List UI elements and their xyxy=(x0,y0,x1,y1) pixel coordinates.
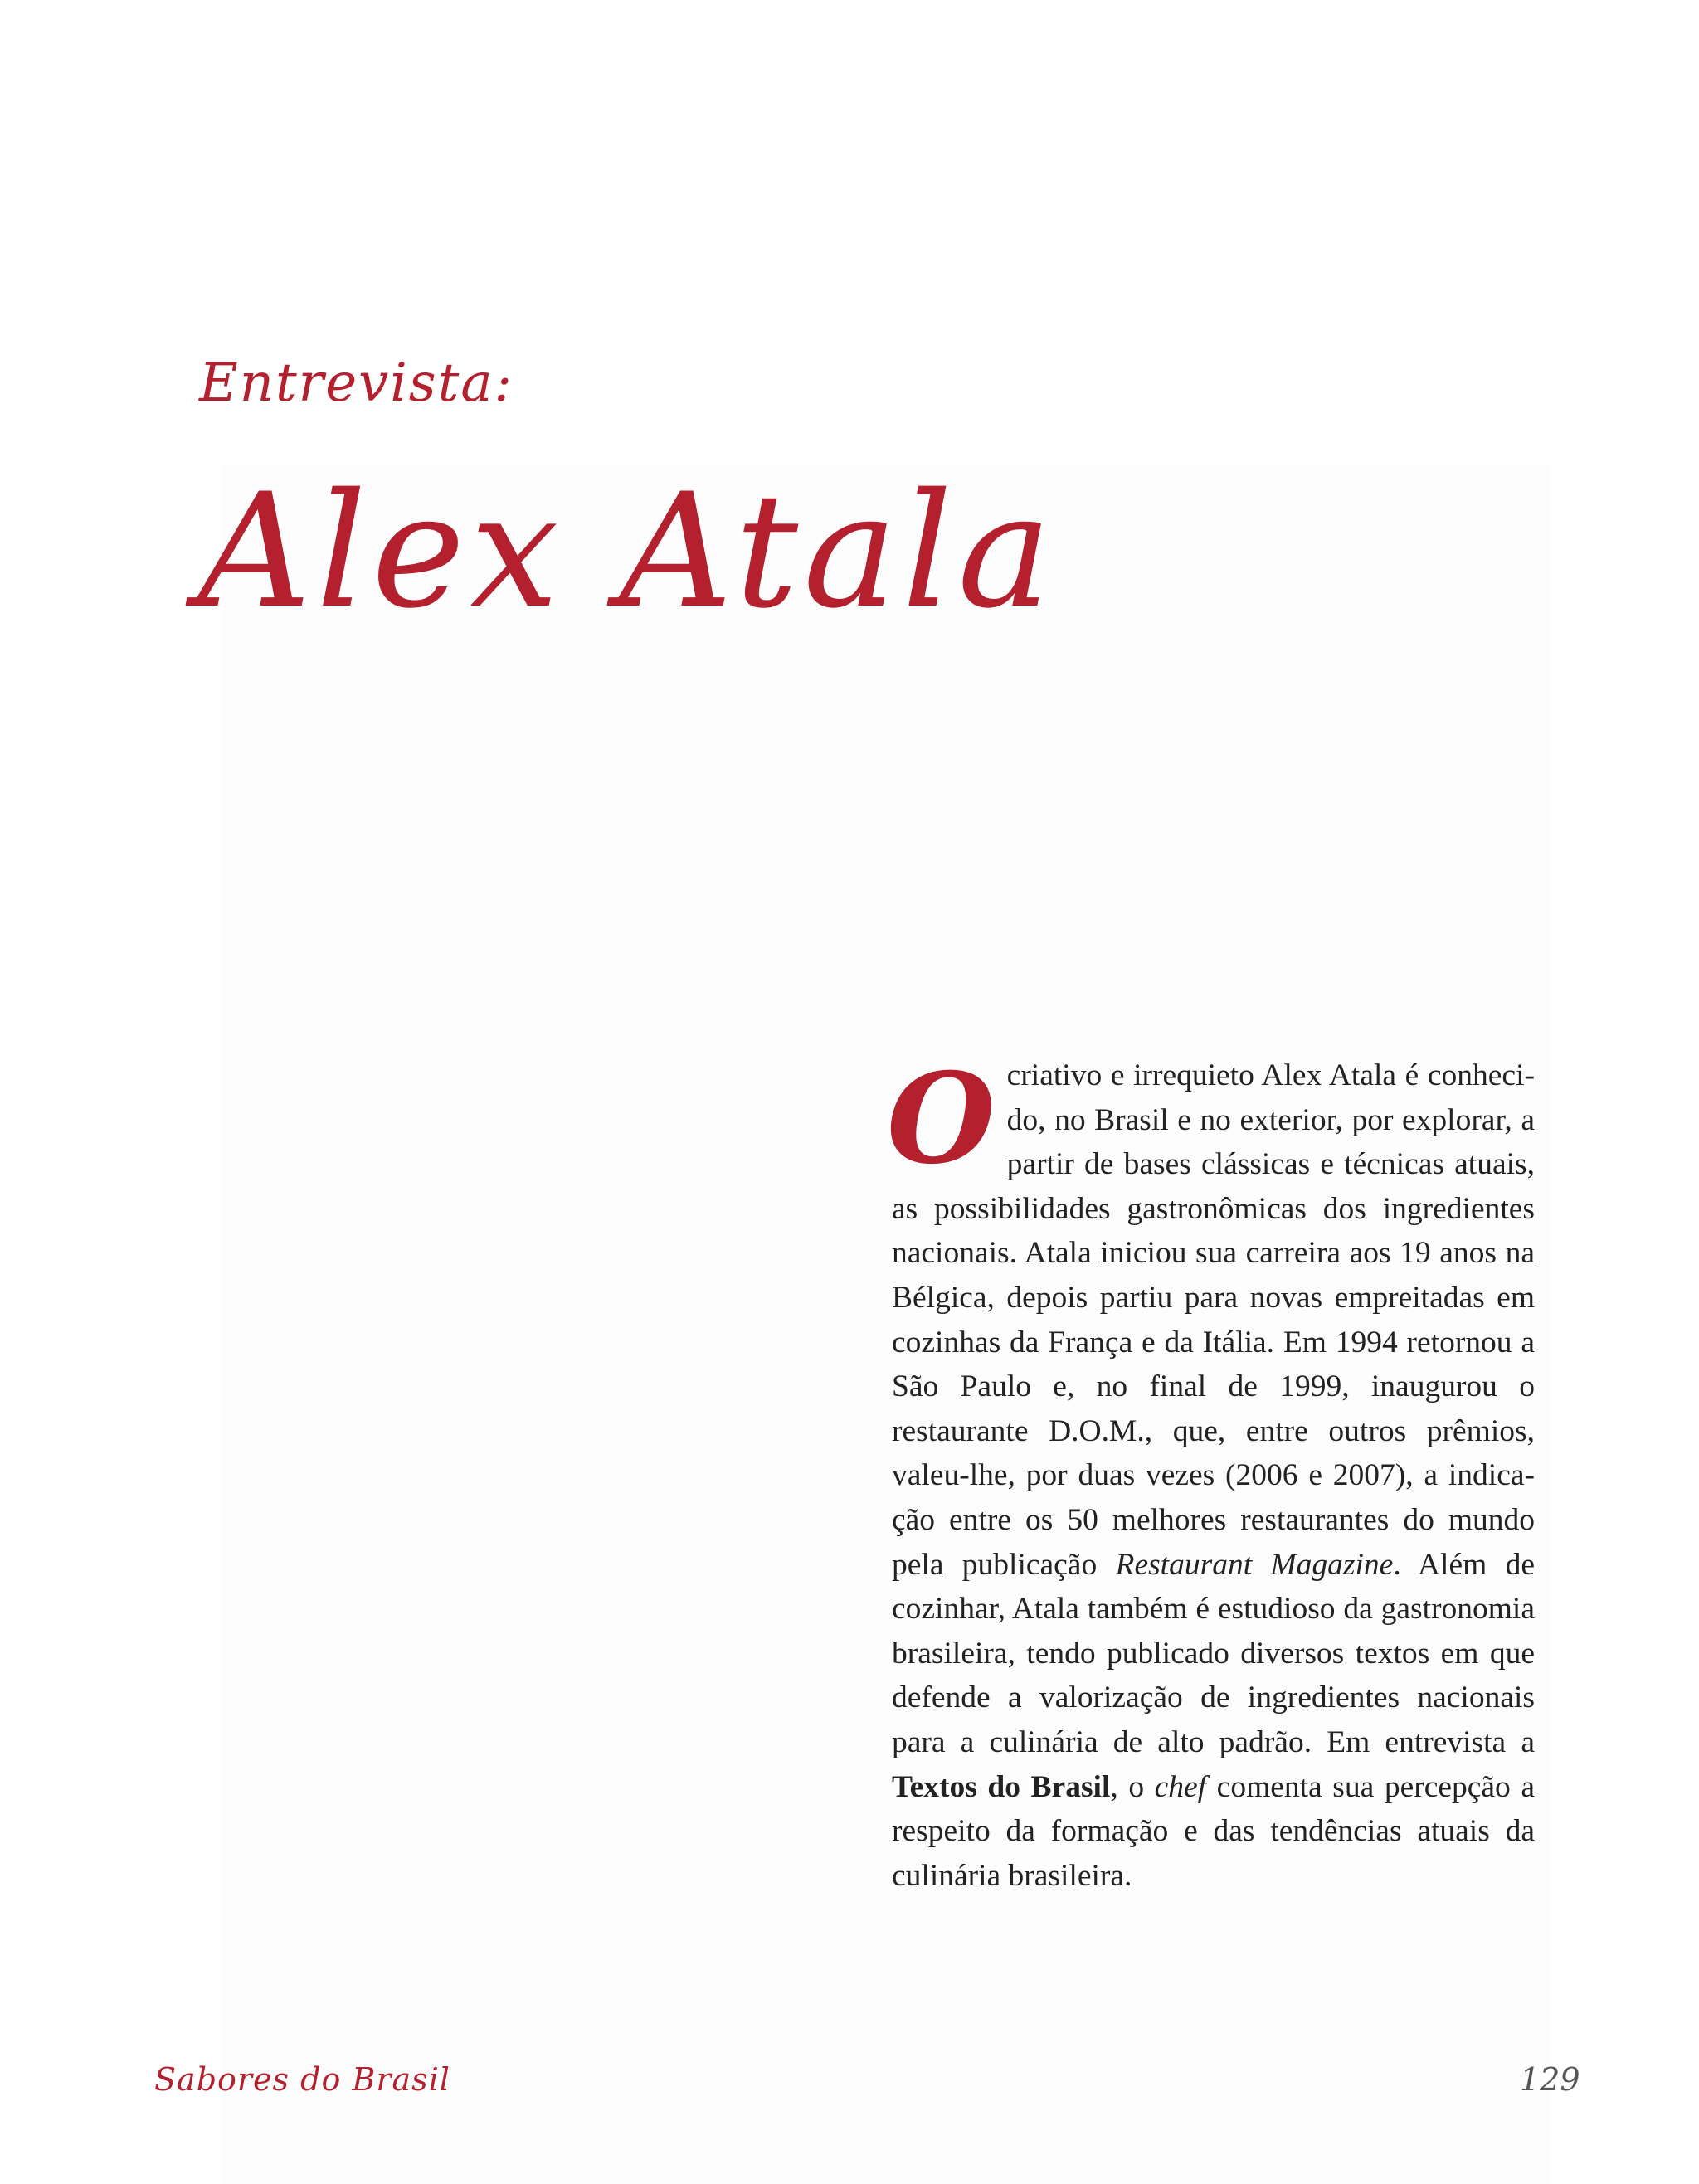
article-intro xyxy=(887,1046,1535,1898)
intro-text-part3: , o xyxy=(1110,1769,1155,1804)
article-title: Alex Atala xyxy=(197,460,1057,643)
intro-text-part2: . Além de cozinhar, Atala também é estudioso da gastronomia brasileira, tendo publicado diversos textos em que defende a valorização de ingredientes nacionais para a culinária de alto padrão. Em entrevista a xyxy=(892,1547,1535,1759)
article-kicker: Entrevista: xyxy=(199,353,514,414)
publication-name-italic: Restaurant Magazine xyxy=(1115,1547,1394,1582)
intro-text-part4: comenta sua percepção a respeito da formação e das tendências atuais da culinária brasileira. xyxy=(892,1769,1535,1893)
publication-name-bold: Textos do Brasil xyxy=(892,1769,1111,1804)
intro-text-part1: criativo e irrequieto Alex Atala é conhecido, no Brasil e no exterior, por explorar, a partir de bases clássicas e técnicas atuais, as possibilidades gastronômicas dos ingredientes nacionais. Atala iniciou sua carreira aos 19 anos na Bélgica, depois partiu para novas empreitadas em cozinhas da França e da Itália. Em 1994 retornou a São Paulo e, no final de 1999, inaugurou o restaurante D.O.M., que, entre outros prêmios, valeu-lhe, por duas vezes (2006 e 2007), a indicação entre os 50 melhores restaurantes do mundo pela publicação xyxy=(892,1058,1535,1582)
footer-page-number: 129 xyxy=(1520,2061,1580,2098)
drop-cap: O xyxy=(887,1046,996,1192)
footer-publication-name: Sabores do Brasil xyxy=(154,2061,450,2098)
chef-word-italic: chef xyxy=(1154,1769,1207,1804)
